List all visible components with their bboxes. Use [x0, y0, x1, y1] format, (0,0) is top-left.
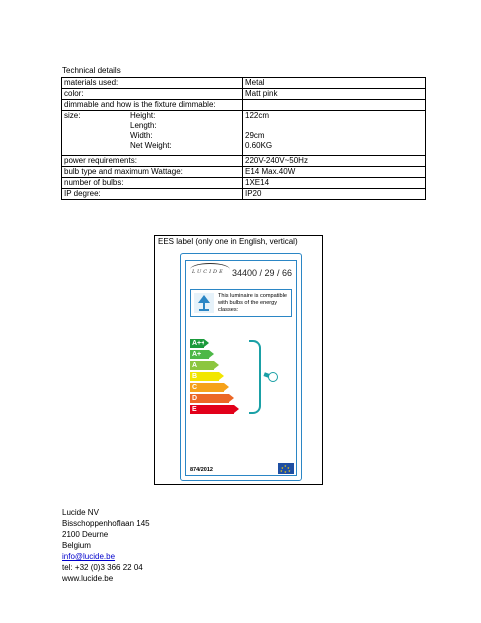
- luminaire-text: This luminaire is compatible with bulbs of the energy classes:: [218, 293, 288, 313]
- section-title: Technical details: [62, 66, 121, 75]
- technical-details-table: [61, 77, 426, 200]
- city: 2100 Deurne: [62, 530, 109, 539]
- row-label: number of bulbs:: [62, 178, 243, 189]
- table-row: [62, 100, 426, 111]
- regulation-number: 874/2012: [190, 467, 213, 473]
- row-value: Metal: [243, 78, 426, 89]
- weight-value: 0.60KG: [245, 141, 273, 150]
- table-row: [62, 89, 426, 100]
- row-label: IP degree:: [62, 189, 243, 200]
- size-cell: [62, 111, 243, 156]
- row-value: IP20: [243, 189, 426, 200]
- product-code: 34400 / 29 / 66: [232, 268, 293, 278]
- length-value: [245, 121, 423, 131]
- table-row: [62, 189, 426, 200]
- row-label: dimmable and how is the fixture dimmable:: [62, 100, 243, 111]
- website: www.lucide.be: [62, 574, 114, 583]
- size-values: [243, 111, 426, 156]
- table-row: [62, 156, 426, 167]
- luminaire-box: [190, 289, 292, 317]
- table-row: [62, 78, 426, 89]
- row-value: 1XE14: [243, 178, 426, 189]
- table-row: [62, 178, 426, 189]
- email-link[interactable]: info@lucide.be: [62, 552, 116, 561]
- energy-class-d: D: [190, 394, 229, 403]
- bracket-icon: [249, 340, 261, 414]
- energy-label: [180, 253, 302, 481]
- row-value: E14 Max.40W: [243, 167, 426, 178]
- size-length-label: Length:: [130, 121, 157, 130]
- energy-class-a: A: [190, 361, 214, 370]
- phone: tel: +32 (0)3 366 22 04: [62, 563, 143, 572]
- row-label: bulb type and maximum Wattage:: [62, 167, 243, 178]
- brand-logo: LUCIDE: [192, 269, 225, 275]
- energy-class-b: B: [190, 372, 219, 381]
- row-label: materials used:: [62, 78, 243, 89]
- size-width-label: Width:: [130, 131, 153, 140]
- energy-class-e: E: [190, 405, 234, 414]
- row-label: size:: [64, 111, 81, 120]
- energy-class-aplusplus: A++: [192, 340, 206, 347]
- bulb-icon: [268, 372, 278, 382]
- contact-block: [62, 507, 150, 584]
- row-label: color:: [62, 89, 243, 100]
- size-height-label: Height:: [130, 111, 156, 120]
- country: Belgium: [62, 541, 91, 550]
- lamp-icon: [194, 293, 214, 313]
- energy-class-aplus: A+: [190, 350, 209, 359]
- width-value: 29cm: [245, 131, 265, 140]
- height-value: 122cm: [245, 111, 270, 120]
- ees-caption: EES label (only one in English, vertical): [158, 237, 298, 246]
- table-row: [62, 167, 426, 178]
- row-value: [243, 100, 426, 111]
- row-value: Matt pink: [243, 89, 426, 100]
- energy-label-inner: [185, 260, 297, 476]
- row-value: 220V-240V~50Hz: [243, 156, 426, 167]
- row-label: power requirements:: [62, 156, 243, 167]
- size-weight-label: Net Weight:: [130, 141, 172, 150]
- energy-class-c: C: [190, 383, 224, 392]
- street-address: Bisschoppenhoflaan 145: [62, 519, 150, 528]
- company-name: Lucide NV: [62, 508, 99, 517]
- eu-flag-icon: ★ ★ ★ ★ ★ ★: [278, 463, 294, 474]
